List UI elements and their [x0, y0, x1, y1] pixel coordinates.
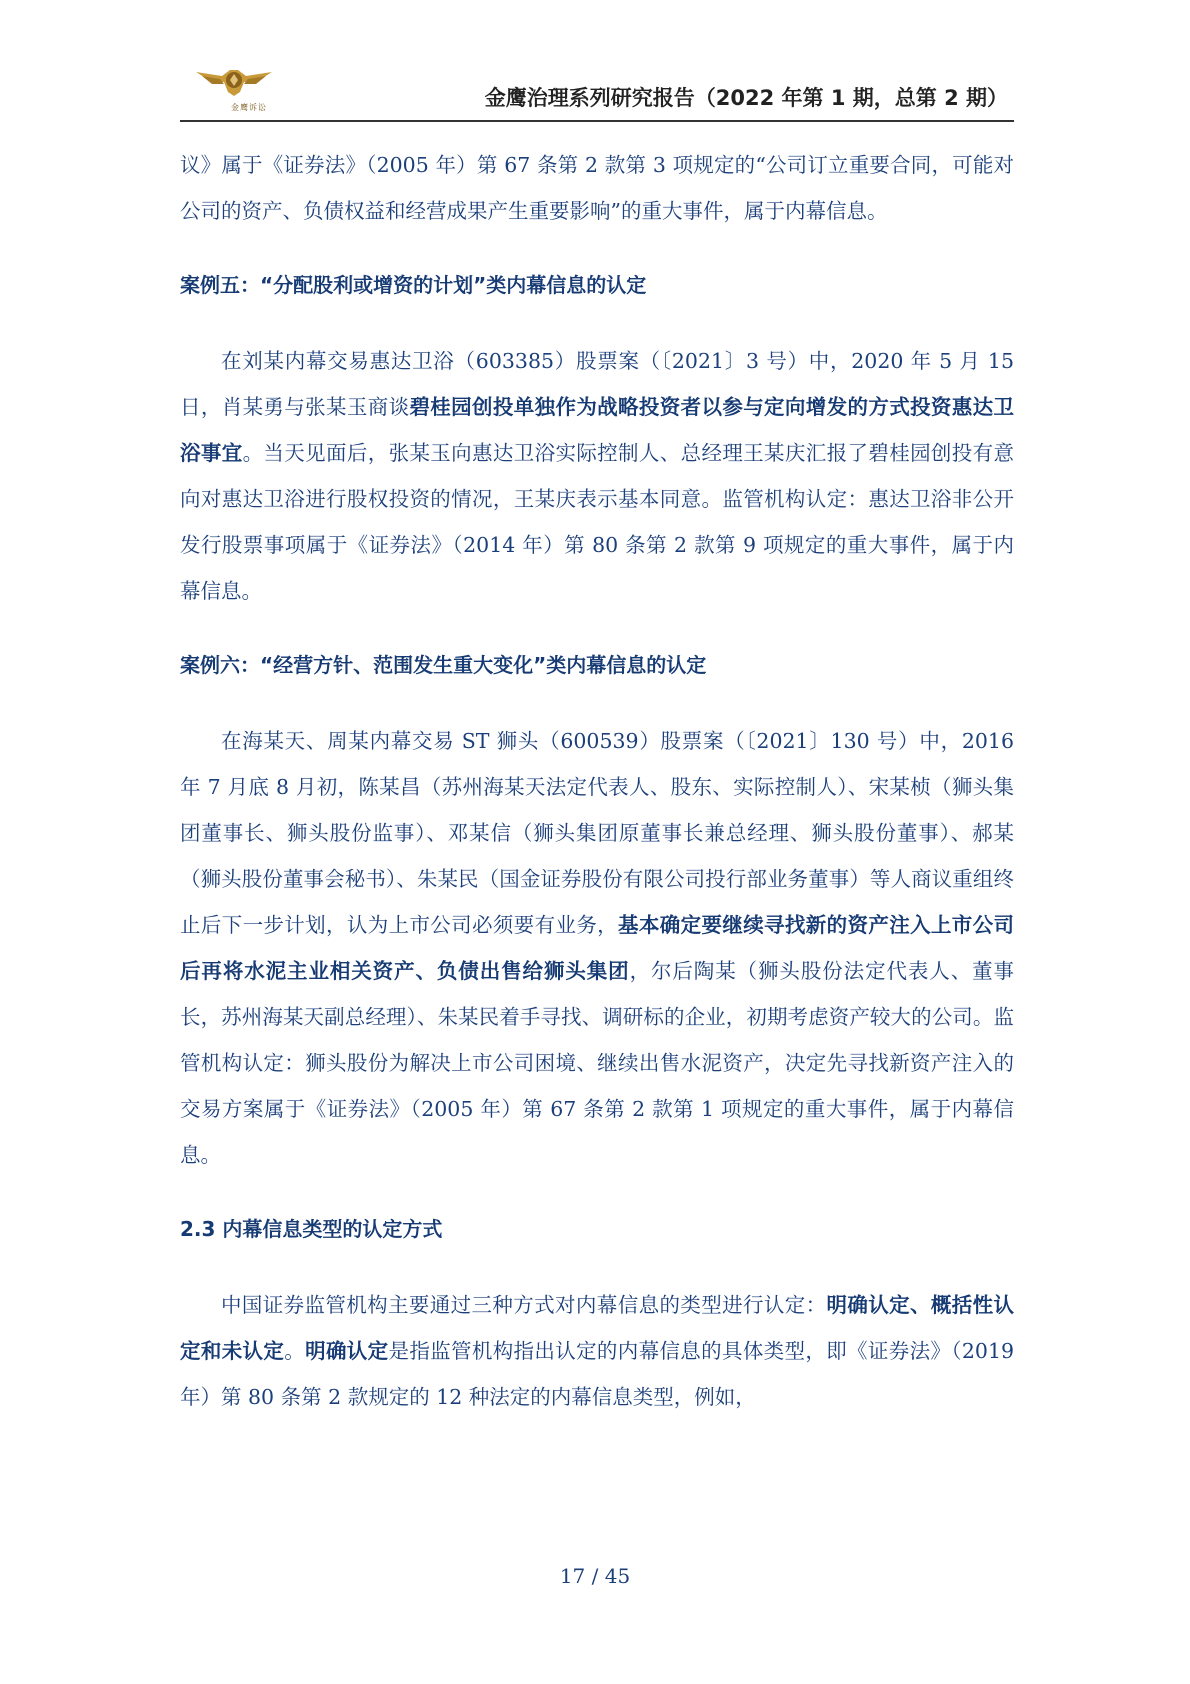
heading-case-5: 案例五：“分配股利或增资的计划”类内幕信息的认定	[180, 273, 647, 297]
heading-section-2-3: 2.3 内幕信息类型的认定方式	[180, 1217, 443, 1241]
page-number: 17 / 45	[559, 1564, 631, 1588]
page-body	[180, 142, 1014, 1420]
paragraph-case-5	[180, 338, 1014, 614]
s23-emphasis-1: 明确认定、概括性认定和未认定	[180, 1293, 1015, 1363]
logo-caption: 金鹰诉讼	[231, 103, 267, 112]
eagle-logo	[194, 58, 274, 118]
paragraph-case-6	[180, 718, 1014, 1178]
case6-emphasis: 基本确定要继续寻找新的资产注入上市公司后再将水泥主业相关资产、负债出售给狮头集团	[180, 913, 1015, 983]
paragraph-case4-end: 议》属于《证券法》（2005 年）第 67 条第 2 款第 3 项规定的“公司订立重要合同，可能对公司的资产、负债权益和经营成果产生重要影响”的重大事件，属于内幕信息。	[180, 153, 1014, 223]
case5-text-2: 。当天见面后，张某玉向惠达卫浴实际控制人、总经理王某庆汇报了碧桂园创投有意向对惠达卫浴进行股权投资的情况，王某庆表示基本同意。监管机构认定：惠达卫浴非公开发行股票事项属于《证券法》（2014 年）第 80 条第 2 款第 9 项规定的重大事件，属于内幕信息。	[180, 441, 1014, 603]
s23-text-2: 。	[284, 1339, 306, 1363]
paragraph-section-2-3	[180, 1282, 1014, 1420]
case5-text-1: 在刘某内幕交易惠达卫浴（603385）股票案（〔2021〕3 号）中，2020 年 5 月 15 日，肖某勇与张某玉商谈	[180, 349, 1014, 419]
s23-text-1: 中国证券监管机构主要通过三种方式对内幕信息的类型进行认定：	[221, 1293, 827, 1317]
s23-emphasis-2: 明确认定	[305, 1339, 389, 1363]
case6-text-2: ，尔后陶某（狮头股份法定代表人、董事长，苏州海某天副总经理）、朱某民着手寻找、调研标的企业，初期考虑资产较大的公司。监管机构认定：狮头股份为解决上市公司困境、继续出售水泥资产，决定先寻找新资产注入的交易方案属于《证券法》（2005 年）第 67 条第 2 款第 1 项规定的重大事件，属于内幕信息。	[180, 959, 1015, 1167]
eagle-logo-icon	[194, 58, 274, 106]
s23-text-3: 是指监管机构指出认定的内幕信息的具体类型，即《证券法》（2019 年）第 80 条第 2 款规定的 12 种法定的内幕信息类型，例如，	[180, 1339, 1015, 1409]
header-divider	[180, 120, 1014, 122]
case6-text-1: 在海某天、周某内幕交易 ST 狮头（600539）股票案（〔2021〕130 号）中，2016 年 7 月底 8 月初，陈某昌（苏州海某天法定代表人、股东、实际控制人）、宋某桢（狮头集团董事长、狮头股份监事）、邓某信（狮头集团原董事长兼总经理、狮头股份董事）、郝某（狮头股份董事会秘书）、朱某民（国金证券股份有限公司投行部业务董事）等人商议重组终止后下一步计划，认为上市公司必须要有业务，	[180, 729, 1014, 937]
case5-emphasis: 碧桂园创投单独作为战略投资者以参与定向增发的方式投资惠达卫浴事宜	[180, 395, 1015, 465]
report-series-title: 金鹰治理系列研究报告（2022 年第 1 期，总第 2 期）	[484, 86, 1008, 110]
page-header	[180, 58, 1014, 123]
heading-case-6: 案例六：“经营方针、范围发生重大变化”类内幕信息的认定	[180, 653, 707, 677]
